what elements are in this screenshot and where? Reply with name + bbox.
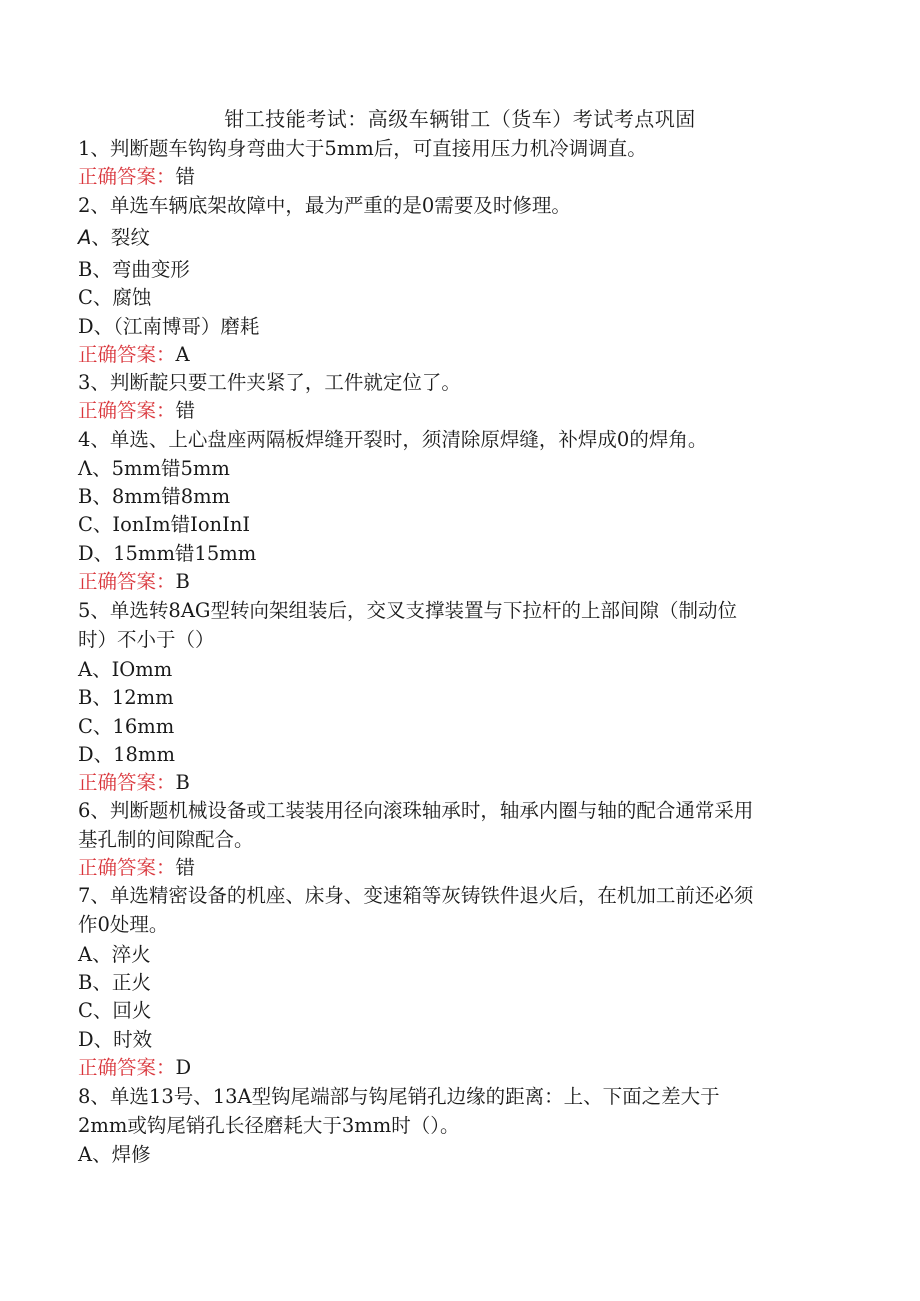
answer-line [78, 770, 190, 796]
question-line: 2、单选车辆底架故障中，最为严重的是0需要及时修理。 [78, 194, 571, 217]
option-line: D、时效 [78, 1028, 153, 1051]
answer-line [78, 1055, 191, 1081]
answer-label: 正确答案： [78, 570, 176, 593]
question-line: 4、单选、上心盘座两隔板焊缝开裂时，须清除原焊缝，补焊成0的焊角。 [78, 428, 708, 451]
answer-label: 正确答案： [78, 165, 176, 188]
option-line: Λ、5mm错5mm [78, 457, 230, 480]
option-line: D、18mm [78, 743, 175, 766]
option-line: B、12mm [78, 686, 174, 709]
option-line: D、15mm错15mm [78, 542, 257, 565]
answer-line [78, 342, 190, 368]
answer-value: A [175, 343, 190, 366]
option-line: C、16mm [78, 715, 175, 738]
option-text: 、裂纹 [91, 226, 150, 249]
question-line: 3、判断靛只要工件夹紧了，工件就定位了。 [78, 371, 461, 394]
option-line: D、（江南博哥）磨耗 [78, 315, 260, 338]
answer-value: B [175, 570, 190, 593]
option-line: B、8mm错8mm [78, 485, 231, 508]
question-line: 7、单选精密设备的机座、床身、变速箱等灰铸铁件退火后，在机加工前还必须 [78, 884, 754, 907]
answer-value: 错 [175, 165, 196, 188]
question-line: 1、判断题车钩钩身弯曲大于5mm后，可直接用压力机冷调调直。 [78, 137, 647, 160]
answer-label: 正确答案： [78, 771, 176, 794]
answer-value: 错 [175, 399, 196, 422]
option-line: A、焊修 [78, 1143, 151, 1166]
option-letter: A [78, 226, 92, 249]
option-line: C、IonIm错IonInI [78, 513, 251, 536]
option-line: C、腐蚀 [78, 286, 152, 309]
answer-label: 正确答案： [78, 856, 176, 879]
answer-line [78, 164, 195, 190]
option-line [78, 225, 150, 251]
answer-line [78, 855, 195, 881]
answer-label: 正确答案： [78, 399, 176, 422]
option-line: B、弯曲变形 [78, 258, 190, 281]
answer-value: B [175, 771, 190, 794]
question-line: 8、单选13号、13A型钩尾端部与钩尾销孔边缘的距离：上、下面之差大于 [78, 1085, 720, 1108]
answer-value: D [175, 1056, 192, 1079]
question-line: 时）不小于（） [78, 628, 215, 651]
option-line: C、回火 [78, 999, 152, 1022]
question-line: 作0处理。 [78, 913, 169, 936]
question-line: 2mm或钩尾销孔长径磨耗大于3mm时（）。 [78, 1114, 460, 1137]
answer-value: 错 [175, 856, 196, 879]
answer-label: 正确答案： [78, 343, 176, 366]
option-line: A、IOmm [78, 658, 173, 681]
question-line: 基孔制的间隙配合。 [78, 828, 254, 851]
question-line: 5、单选转8AG型转向架组装后，交叉支撑装置与下拉杆的上部间隙（制动位 [78, 599, 737, 622]
option-line: B、正火 [78, 971, 151, 994]
answer-label: 正确答案： [78, 1056, 176, 1079]
answer-line [78, 398, 195, 424]
option-line: A、淬火 [78, 943, 151, 966]
answer-line [78, 569, 190, 595]
question-line: 6、判断题机械设备或工装装用径向滚珠轴承时，轴承内圈与轴的配合通常采用 [78, 799, 754, 822]
page-title: 钳工技能考试：高级车辆钳工（货车）考试考点巩固 [224, 107, 696, 131]
